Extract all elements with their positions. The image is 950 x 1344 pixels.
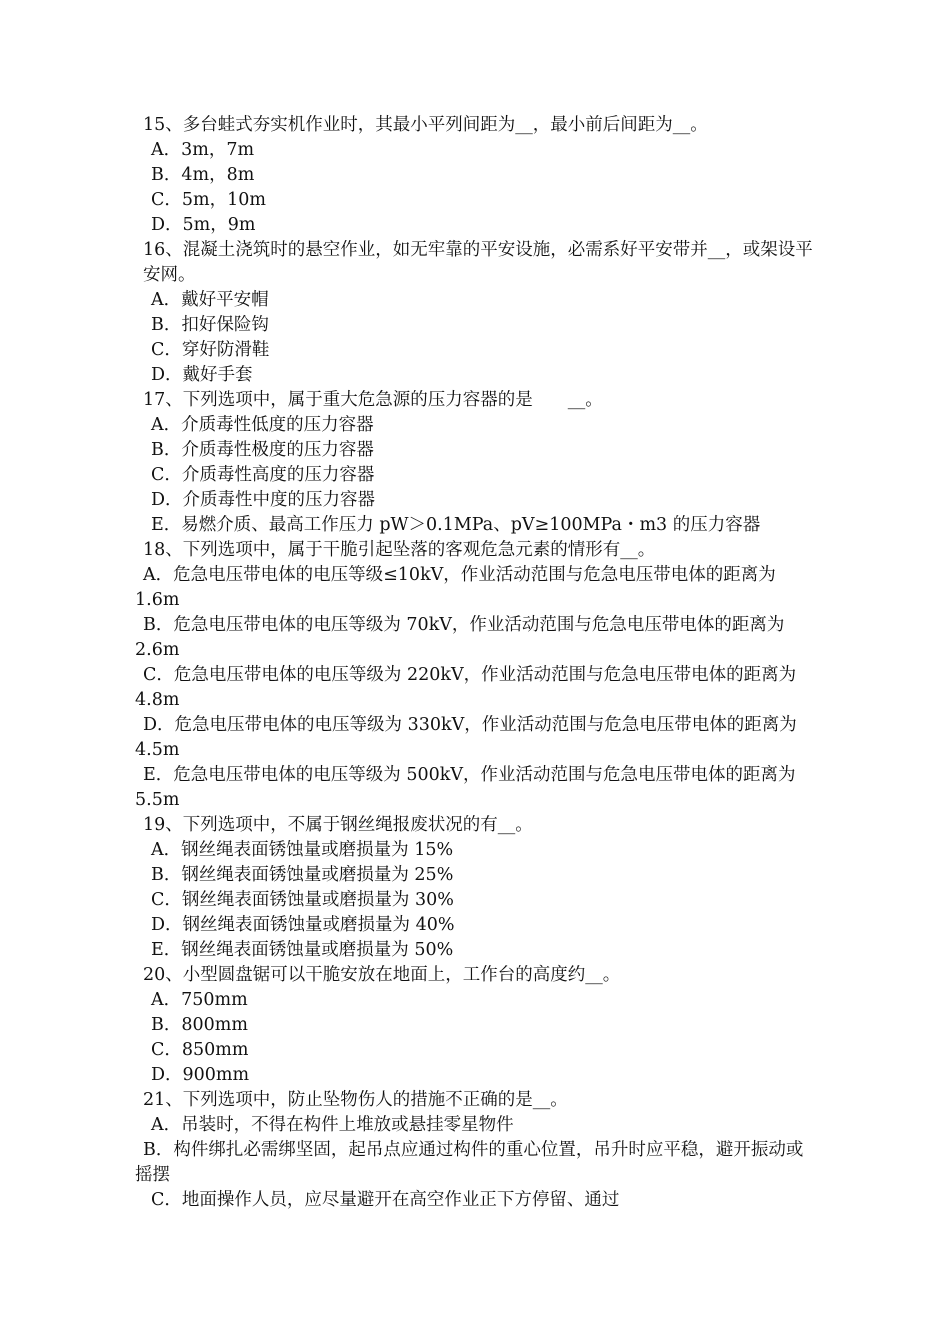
option-a: A．钢丝绳表面锈蚀量或磨损量为 15% <box>151 840 454 860</box>
option-text: C．危急电压带电体的电压等级为 220kV，作业活动范围与危急电压带电体的距离为 4.8m <box>135 665 797 710</box>
option-b <box>135 1138 813 1188</box>
question-stem: 19、下列选项中，不属于钢丝绳报废状况的有__。 <box>143 815 533 835</box>
option-a: A．3m，7m <box>151 140 255 160</box>
option-d: D．钢丝绳表面锈蚀量或磨损量为 40% <box>151 915 455 935</box>
option-text: D．危急电压带电体的电压等级为 330kV，作业活动范围与危急电压带电体的距离为 4.5m <box>135 715 797 760</box>
option-c: C．地面操作人员，应尽量避开在高空作业正下方停留、通过 <box>151 1190 620 1210</box>
question-stem: 18、下列选项中，属于干脆引起坠落的客观危急元素的情形有__。 <box>143 540 656 560</box>
option-a: A．吊装时，不得在构件上堆放或悬挂零星物件 <box>151 1115 514 1135</box>
option-c: C．介质毒性高度的压力容器 <box>151 465 375 485</box>
option-a: A．戴好平安帽 <box>151 290 269 310</box>
option-d: D．戴好手套 <box>151 365 253 385</box>
option-a: A．750mm <box>151 990 248 1010</box>
question-stem: 16、混凝土浇筑时的悬空作业，如无牢靠的平安设施，必需系好平安带并__，或架设平安网。 <box>143 240 813 285</box>
option-c: C．穿好防滑鞋 <box>151 340 270 360</box>
question-stem: 17、下列选项中，属于重大危急源的压力容器的是 __。 <box>143 390 603 410</box>
option-b: B．扣好保险钩 <box>151 315 269 335</box>
option-e: E．钢丝绳表面锈蚀量或磨损量为 50% <box>151 940 454 960</box>
option-e <box>135 763 813 813</box>
option-a: A．介质毒性低度的压力容器 <box>151 415 374 435</box>
question-stem: 20、小型圆盘锯可以干脆安放在地面上，工作台的高度约__。 <box>143 965 621 985</box>
question-21 <box>135 1088 813 1213</box>
option-b: B．800mm <box>151 1015 248 1035</box>
option-b <box>135 613 813 663</box>
question-stem: 15、多台蛙式夯实机作业时，其最小平列间距为__，最小前后间距为__。 <box>143 115 708 135</box>
option-e: E．易燃介质、最高工作压力 pW＞0.1MPa、pV≥100MPa・m3 的压力容器 <box>151 515 761 535</box>
option-c <box>135 663 813 713</box>
question-19 <box>143 813 813 963</box>
option-text: B．构件绑扎必需绑坚固，起吊点应通过构件的重心位置，吊升时应平稳，避开振动或摇摆 <box>135 1140 804 1185</box>
question-15 <box>143 113 813 238</box>
option-c: C．钢丝绳表面锈蚀量或磨损量为 30% <box>151 890 454 910</box>
question-17 <box>143 388 813 538</box>
question-16 <box>143 238 813 388</box>
option-b: B．4m，8m <box>151 165 255 185</box>
question-stem: 21、下列选项中，防止坠物伤人的措施不正确的是__。 <box>143 1090 568 1110</box>
question-list <box>135 113 813 1213</box>
option-c: C．850mm <box>151 1040 249 1060</box>
question-18 <box>135 538 813 813</box>
option-d: D．900mm <box>151 1065 250 1085</box>
option-b: B．介质毒性极度的压力容器 <box>151 440 374 460</box>
option-c: C．5m，10m <box>151 190 266 210</box>
option-b: B．钢丝绳表面锈蚀量或磨损量为 25% <box>151 865 454 885</box>
option-d: D．5m，9m <box>151 215 256 235</box>
option-d: D．介质毒性中度的压力容器 <box>151 490 376 510</box>
option-text: B．危急电压带电体的电压等级为 70kV，作业活动范围与危急电压带电体的距离为 2.6m <box>135 615 785 660</box>
question-20 <box>143 963 813 1088</box>
option-a <box>135 563 813 613</box>
option-d <box>135 713 813 763</box>
option-text: A．危急电压带电体的电压等级≤10kV，作业活动范围与危急电压带电体的距离为 1.6m <box>135 565 776 610</box>
option-text: E．危急电压带电体的电压等级为 500kV，作业活动范围与危急电压带电体的距离为 5.5m <box>135 765 796 810</box>
